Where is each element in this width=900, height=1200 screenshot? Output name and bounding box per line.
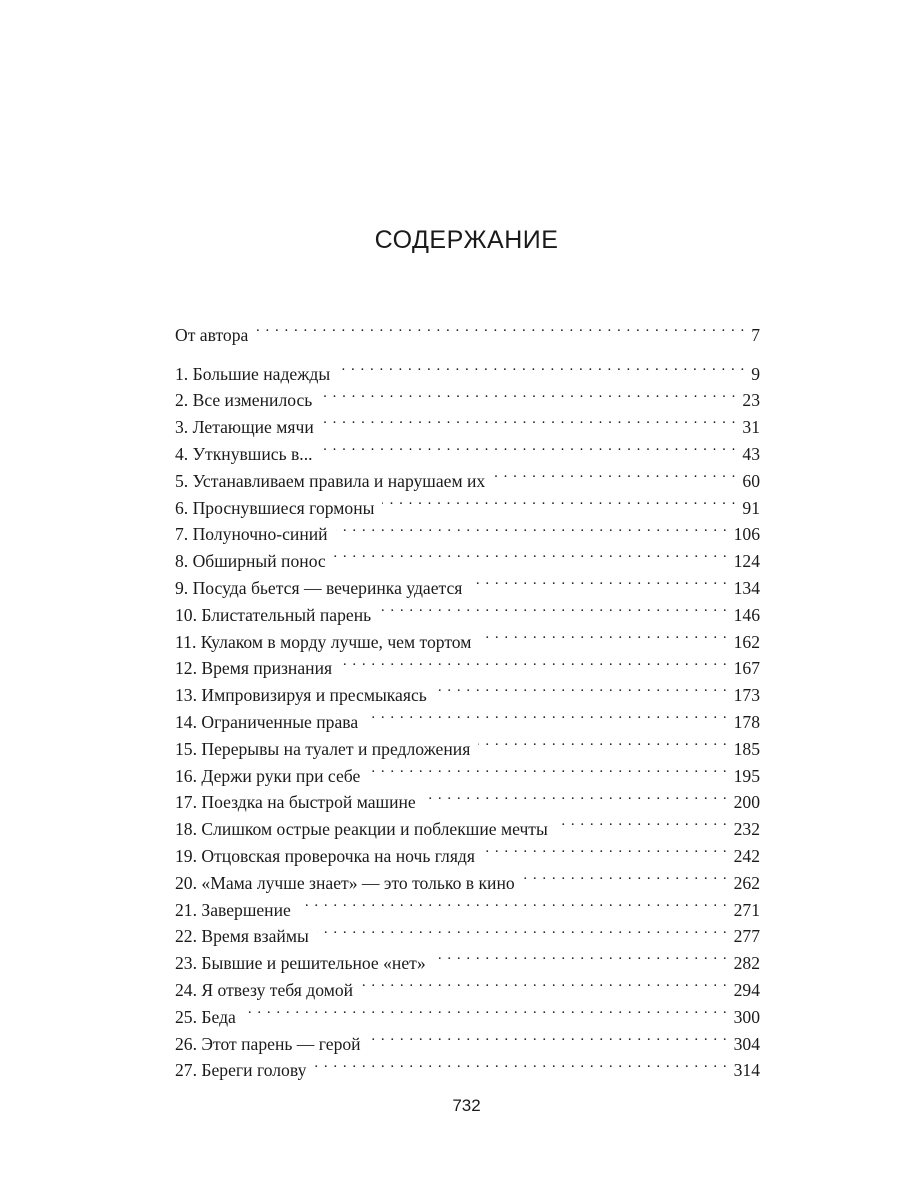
toc-entry-page: 277 — [733, 926, 760, 947]
toc-entry-page: 91 — [742, 497, 760, 518]
toc-chapter-list — [175, 353, 760, 1081]
toc-entry-title: 21. Завершение — [175, 899, 291, 920]
toc-entry-page: 167 — [733, 658, 760, 679]
toc-dot-leader — [435, 674, 728, 701]
toc-entry-title: 23. Бывшие и решительное «нет» — [175, 953, 426, 974]
toc-entry-title: 14. Ограниченные права — [175, 711, 359, 732]
toc-entry-title: 8. Обширный понос — [175, 551, 326, 572]
toc-entry-title: 17. Поездка на быстрой машине — [175, 792, 416, 813]
toc-entry-title: 24. Я отвезу тебя домой — [175, 979, 354, 1000]
toc-entry-title: 20. «Мама лучше знает» — это только в кино — [175, 872, 515, 893]
toc-entry-page: 43 — [742, 443, 760, 464]
toc-dot-leader — [470, 567, 727, 594]
toc-entry-title: 3. Летающие мячи — [175, 417, 314, 438]
toc-entry-title: 15. Перерывы на туалет и предложения — [175, 738, 471, 759]
toc-entry-page: 242 — [733, 845, 760, 866]
toc-entry-title: 12. Время признания — [175, 658, 333, 679]
toc-dot-leader — [493, 460, 736, 487]
toc-entry-page: 146 — [733, 604, 760, 625]
toc-entry-title: 13. Импровизируя и пресмыкаясь — [175, 685, 427, 706]
toc-dot-leader — [523, 862, 728, 889]
toc-entry-title: 27. Береги голову — [175, 1060, 307, 1081]
toc-entry-title: 5. Устанавливаем правила и нарушаем их — [175, 470, 486, 491]
toc-entry-chapter — [175, 353, 760, 384]
toc-dot-leader — [334, 540, 728, 567]
toc-entry-title: От автора — [175, 324, 249, 345]
toc-dot-leader — [556, 808, 728, 835]
toc-entry-page: 106 — [733, 524, 760, 545]
toc-entry-title: 6. Проснувшиеся гормоны — [175, 497, 375, 518]
toc-entry-title: 9. Посуда бьется — вечеринка удается — [175, 577, 463, 598]
page-number: 732 — [452, 1096, 481, 1115]
toc-entry-page: 31 — [742, 417, 760, 438]
toc-dot-leader — [340, 648, 728, 675]
toc-dot-leader — [479, 621, 727, 648]
toc-dot-leader — [369, 1023, 728, 1050]
toc-entry-title: 25. Беда — [175, 1006, 236, 1027]
toc-entry-page: 134 — [733, 577, 760, 598]
toc-dot-leader — [299, 889, 728, 916]
toc-entry-page: 300 — [733, 1006, 760, 1027]
toc-dot-leader — [434, 942, 728, 969]
toc-entry-title: 4. Уткнувшись в... — [175, 443, 313, 464]
toc-entry-page: 185 — [733, 738, 760, 759]
toc-entry-page: 178 — [733, 711, 760, 732]
page-title: СОДЕРЖАНИЕ — [374, 226, 559, 254]
toc-dot-leader — [483, 835, 728, 862]
toc-entry-title: 22. Время взаймы — [175, 926, 309, 947]
toc-entry-page: 173 — [733, 685, 760, 706]
toc-entry-page: 124 — [733, 551, 760, 572]
toc-entry-page: 314 — [733, 1060, 760, 1081]
toc-entry-chapter — [175, 1023, 760, 1054]
toc-entry-page: 195 — [733, 765, 760, 786]
toc-entry-page: 200 — [733, 792, 760, 813]
toc-dot-leader — [338, 353, 745, 380]
toc-dot-leader — [368, 755, 727, 782]
toc-entry-page: 271 — [733, 899, 760, 920]
table-of-contents — [175, 314, 760, 1081]
toc-dot-leader — [317, 916, 728, 943]
toc-entry-page: 162 — [733, 631, 760, 652]
toc-entry-page: 282 — [733, 953, 760, 974]
toc-entry-title: 18. Слишком острые реакции и поблекшие мечты — [175, 819, 548, 840]
toc-entry-page: 60 — [742, 470, 760, 491]
toc-entry-page: 304 — [733, 1033, 760, 1054]
toc-dot-leader — [322, 406, 737, 433]
toc-dot-leader — [256, 314, 745, 341]
toc-entry-page: 23 — [742, 390, 760, 411]
toc-dot-leader — [320, 380, 736, 407]
toc-dot-leader — [244, 996, 728, 1023]
toc-dot-leader — [478, 728, 727, 755]
toc-entry-title: 2. Все изменилось — [175, 390, 313, 411]
toc-entry-page: 232 — [733, 819, 760, 840]
toc-dot-leader — [321, 433, 737, 460]
toc-entry-title: 16. Держи руки при себе — [175, 765, 361, 786]
toc-entry-page: 9 — [751, 363, 760, 384]
toc-dot-leader — [336, 514, 728, 541]
toc-entry-title: 19. Отцовская проверочка на ночь глядя — [175, 845, 475, 866]
toc-entry-page: 262 — [733, 872, 760, 893]
toc-dot-leader — [379, 594, 727, 621]
toc-dot-leader — [314, 1050, 727, 1077]
toc-entry-title: 26. Этот парень — герой — [175, 1033, 361, 1054]
toc-dot-leader — [382, 487, 736, 514]
toc-dot-leader — [361, 969, 728, 996]
toc-entry-page: 294 — [733, 979, 760, 1000]
toc-entry-title: 7. Полуночно-синий — [175, 524, 328, 545]
toc-entry-chapter — [175, 996, 760, 1027]
toc-entry-page: 7 — [751, 324, 760, 345]
toc-dot-leader — [424, 782, 728, 809]
toc-entry-title: 11. Кулаком в морду лучше, чем тортом — [175, 631, 472, 652]
toc-entry-title: 1. Большие надежды — [175, 363, 331, 384]
toc-dot-leader — [366, 701, 727, 728]
toc-entry-title: 10. Блистательный парень — [175, 604, 372, 625]
toc-entry-preface — [175, 314, 760, 345]
